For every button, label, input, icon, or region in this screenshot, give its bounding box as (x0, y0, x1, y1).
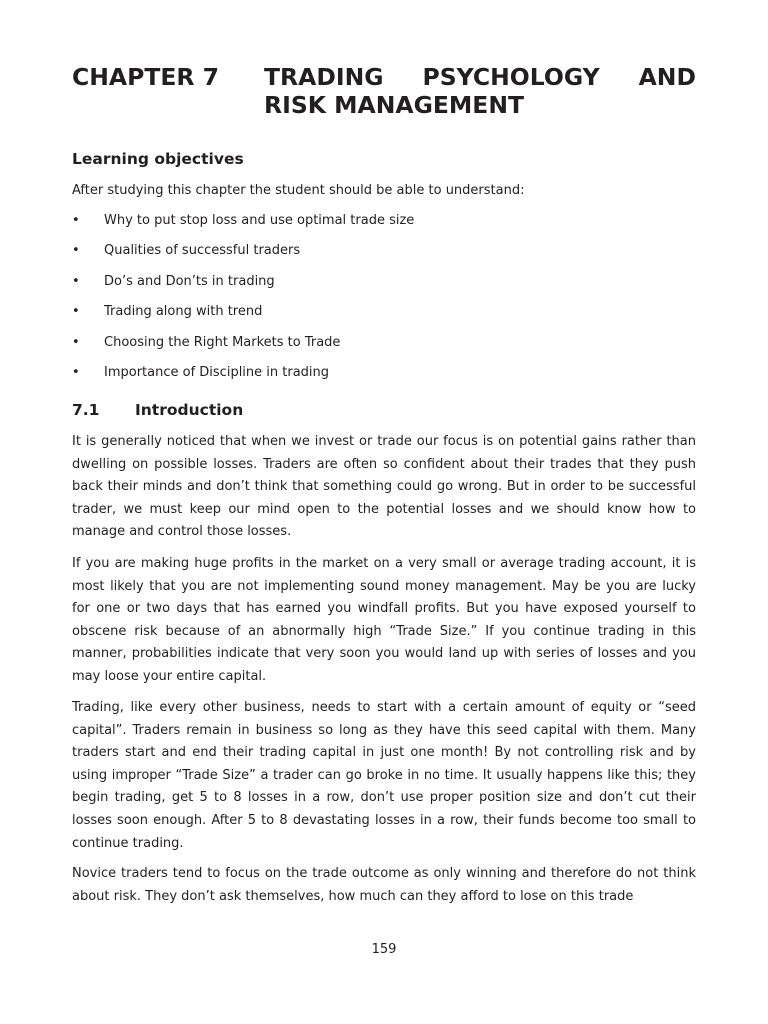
learning-objectives-heading: Learning objectives (72, 150, 244, 168)
body-paragraph: If you are making huge profits in the market on a very small or average trading account, it is most likely that you are not implementing sound money management. May be you are lucky for one or two days that has earned you windfall profits. But you have exposed yourself to obscene risk because of an abnormally high “Trade Size.” If you continue trading in this manner, probabilities indicate that very soon you would land up with series of losses and you may loose your entire capital. (72, 556, 696, 684)
chapter-title-word: TRADING (264, 63, 384, 91)
bullet-icon: • (72, 243, 80, 259)
list-item (72, 213, 414, 243)
list-item (72, 243, 414, 273)
bullet-icon: • (72, 273, 80, 289)
chapter-title-word: PSYCHOLOGY (422, 63, 600, 91)
chapter-number: CHAPTER 7 (72, 63, 220, 91)
list-item (72, 365, 414, 395)
list-item-text: Importance of Discipline in trading (104, 364, 330, 380)
section-heading (72, 401, 243, 419)
page-number: 159 (371, 942, 397, 957)
section-title: Introduction (135, 401, 244, 419)
bullet-icon: • (72, 304, 80, 320)
list-item-text: Do’s and Don’ts in trading (104, 273, 275, 289)
bullet-icon: • (72, 213, 80, 228)
bullet-icon: • (72, 334, 80, 350)
learning-objectives-intro: After studying this chapter the student should be able to understand: (72, 183, 525, 198)
chapter-title-line-2: RISK MANAGEMENT (264, 91, 525, 119)
learning-objectives-list (72, 213, 414, 395)
body-paragraph: Novice traders tend to focus on the trade outcome as only winning and therefore do not think about risk. They don’t ask themselves, how much can they afford to lose on this trade (72, 866, 696, 904)
bullet-icon: • (72, 364, 80, 380)
list-item-text: Choosing the Right Markets to Trade (104, 334, 341, 350)
list-item-text: Trading along with trend (104, 304, 263, 320)
list-item-text: Qualities of successful traders (104, 243, 301, 259)
chapter-heading (72, 63, 696, 119)
section-number: 7.1 (72, 401, 100, 419)
body-paragraph: Trading, like every other business, needs to start with a certain amount of equity or “seed capital”. Traders remain in business so long as they have this seed capital with them. Many traders start and end their trading capital in just one month! By not controlling risk and by using improper “Trade Size” a trader can go broke in no time. It usually happens like this; they begin trading, get 5 to 8 losses in a row, don’t use proper position size and don’t cut their losses soon enough. After 5 to 8 devastating losses in a row, their funds become too small to continue trading. (72, 700, 696, 851)
chapter-title-line-1 (264, 63, 696, 91)
list-item (72, 304, 414, 334)
list-item (72, 335, 414, 365)
list-item (72, 274, 414, 304)
chapter-title-word: AND (638, 63, 696, 91)
body-paragraph: It is generally noticed that when we invest or trade our focus is on potential gains rather than dwelling on possible losses. Traders are often so confident about their trades that they push back their minds and don’t think that something could go wrong. But in order to be successful trader, we must keep our mind open to the potential losses and we should know how to manage and control those losses. (72, 434, 696, 540)
list-item-text: Why to put stop loss and use optimal trade size (104, 213, 415, 228)
chapter-title (264, 63, 696, 119)
